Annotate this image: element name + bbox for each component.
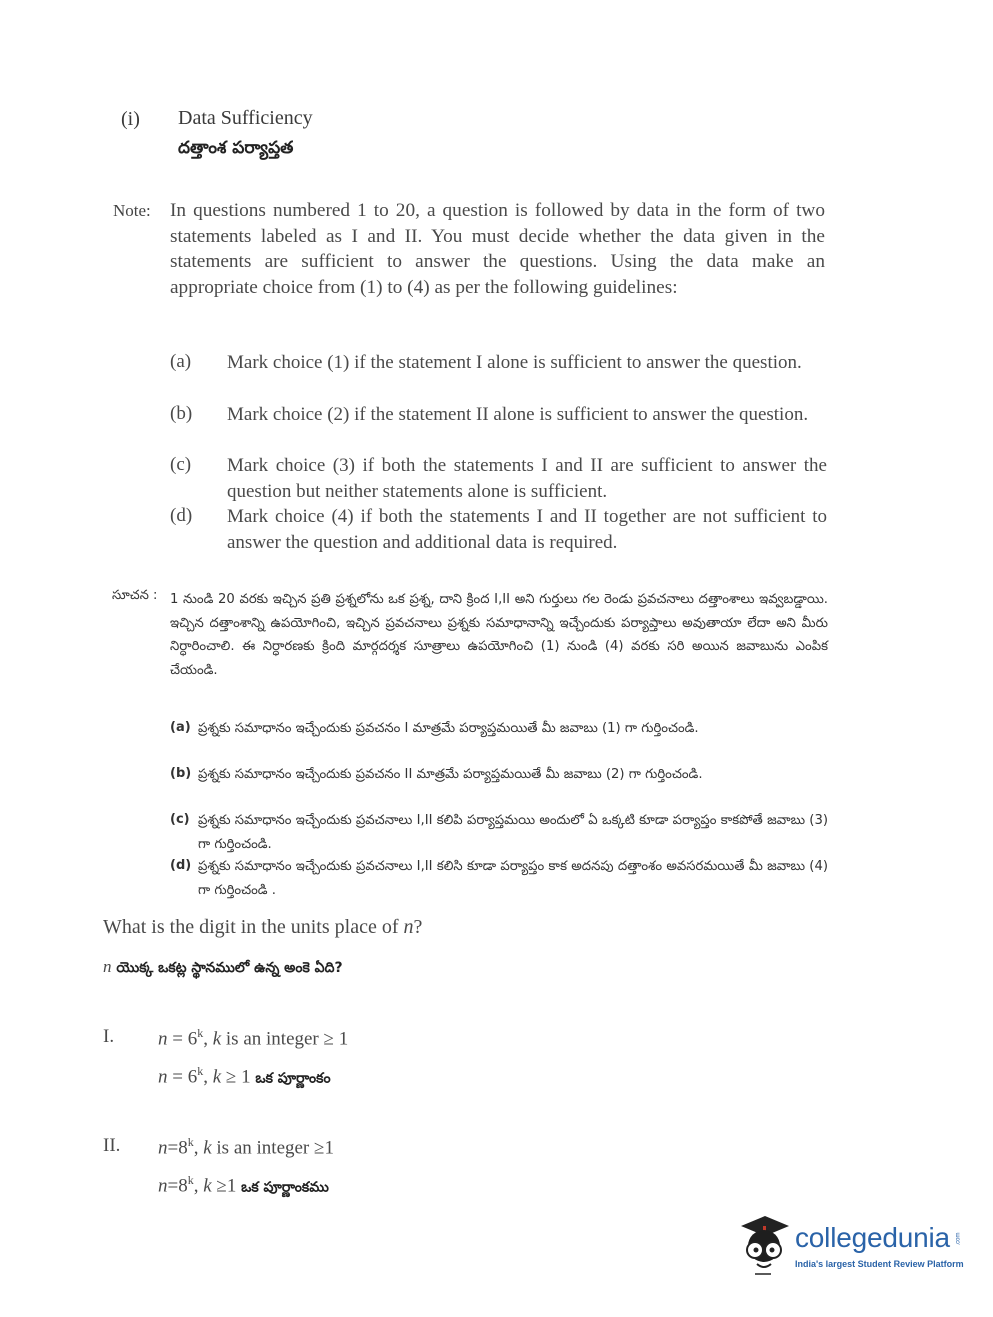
statement-2-lhs: n (158, 1137, 168, 1159)
note-label: Note: (113, 201, 151, 220)
statement-1-lhs: n (158, 1028, 168, 1050)
statement-1-te-word: ఒక పూర్ణాంకం (255, 1070, 331, 1087)
statement-2-telugu (158, 1173, 329, 1198)
statement-2-label: II. (103, 1135, 121, 1156)
option-te-a-text: ప్రశ్నకు సమాధానం ఇచ్చేందుకు ప్రవచనం I మాత్రమే పర్యాప్తమయితే మీ జవాబు (1) గా గుర్తించండి. (198, 721, 699, 736)
statement-1-k: k (212, 1028, 222, 1050)
option-te-b-letter: (b) (170, 766, 192, 781)
question-suffix: ? (413, 916, 423, 938)
question-prefix: What is the digit in the units place of (103, 916, 404, 938)
note-text: In questions numbered 1 to 20, a question is followed by data in the form of two statements labeled as I and II. You must decide whether the data given in the statements are sufficient to answer the questions. Using the data make an appropriate choice from (1) to (4) as per the following guidelines: (170, 200, 825, 298)
logo-tagline: India's largest Student Review Platform (795, 1259, 964, 1269)
statement-1-mid: , (203, 1028, 213, 1050)
option-d-letter: (d) (170, 505, 193, 526)
statement-2-rest: is an integer ≥1 (211, 1137, 334, 1159)
option-d-text: Mark choice (4) if both the statements I and II together are not sufficient to answer the question and additional data is required. (227, 506, 827, 553)
statement-2-eq: =8 (167, 1137, 188, 1159)
statement-1-telugu (158, 1064, 331, 1089)
note-te-label: సూచన : (112, 588, 158, 603)
question-te-text: యొక్క ఒకట్ల స్థానములో ఉన్న అంకె ఏది? (111, 960, 343, 976)
statement-2-te-exp: k (187, 1173, 194, 1187)
option-c-letter: (c) (170, 454, 192, 475)
option-te-b-text: ప్రశ్నకు సమాధానం ఇచ్చేందుకు ప్రవచనం II మాత్రమే పర్యాప్తమయితే మీ జవాబు (2) గా గుర్తించండి. (198, 767, 703, 782)
statement-2-te-k: k (203, 1175, 212, 1197)
section-number: (i) (121, 108, 140, 130)
statement-2-te-cond: ≥1 (211, 1175, 242, 1197)
statement-1-te-k: k (212, 1066, 222, 1088)
option-b-text: Mark choice (2) if the statement II alone is sufficient to answer the question. (227, 404, 809, 425)
statement-1-te-exp: k (197, 1064, 204, 1078)
statement-1-te-eq: = 6 (167, 1066, 198, 1088)
option-te-a-letter: (a) (170, 720, 191, 735)
note-te-text: 1 నుండి 20 వరకు ఇచ్చిన ప్రతి ప్రశ్నలోను ఒక ప్రశ్న, దాని క్రింద I,II అని గుర్తులు గల రెండు ప్రవచనాలు దత్తాంశాలు ఇవ్వబడ్డాయి. ఇచ్చిన దత్తాంశాన్ని ఉపయోగించి, ఇచ్చిన ప్రవచనాలు ప్రశ్నకు సమాధానాన్ని ఇచ్చేందుకు పర్యాప్తాలు అవుతాయా లేదా అని మీరు నిర్ధారించాలి. ఈ నిర్ధారణకు క్రింది మార్గదర్శక సూత్రాలు ఉపయోగించి (1) నుండి (4) వరకు సరి అయిన జవాబును ఎంపిక చేయండి. (170, 592, 828, 678)
statement-2-k: k (203, 1137, 212, 1159)
statement-2-mid: , (193, 1137, 204, 1159)
statement-2-te-lhs: n (158, 1175, 168, 1197)
logo-mascot-icon (735, 1212, 793, 1278)
statement-1-eq: = 6 (167, 1028, 198, 1050)
logo-domain: .com (955, 1232, 962, 1246)
statement-1-exp: k (197, 1026, 204, 1040)
statement-1-te-lhs: n (158, 1066, 168, 1088)
option-te-c-text: ప్రశ్నకు సమాధానం ఇచ్చేందుకు ప్రవచనాలు I,II కలిపి పర్యాప్తమయి అందులో ఏ ఒక్కటి కూడా పర్యాప్తం కాకపోతే జవాబు (3) గా గుర్తించండి. (198, 813, 828, 852)
statement-1-te-cond: ≥ 1 (221, 1066, 256, 1088)
statement-1-english (158, 1026, 348, 1050)
section-title-telugu: దత్తాంశ పర్యాప్తత (178, 138, 294, 158)
question-variable: n (403, 916, 414, 938)
question-telugu (103, 957, 343, 979)
logo-name: collegedunia (795, 1222, 950, 1253)
option-te-d-letter: (d) (170, 858, 192, 873)
option-te-d-text: ప్రశ్నకు సమాధానం ఇచ్చేందుకు ప్రవచనాలు I,II కలిసి కూడా పర్యాప్తం కాక అదనపు దత్తాంశం అవసరమయితే మీ జవాబు (4) గా గుర్తించండి . (198, 859, 828, 898)
statement-1-label: I. (103, 1026, 115, 1047)
option-a-text: Mark choice (1) if the statement I alone is sufficient to answer the question. (227, 352, 802, 373)
question-te-variable: n (103, 957, 112, 976)
statement-2-te-mid: , (193, 1175, 204, 1197)
statement-2-english (158, 1135, 334, 1159)
option-a-letter: (a) (170, 351, 192, 372)
statement-1-rest: is an integer ≥ 1 (221, 1028, 349, 1050)
question-english (103, 916, 422, 939)
statement-2-exp: k (187, 1135, 194, 1149)
section-title: Data Sufficiency (178, 107, 313, 129)
statement-1-te-mid: , (203, 1066, 213, 1088)
option-b-letter: (b) (170, 403, 193, 424)
statement-2-te-eq: =8 (167, 1175, 188, 1197)
statement-2-te-word: ఒక పూర్ణాంకము (241, 1179, 329, 1196)
option-c-text: Mark choice (3) if both the statements I and II are sufficient to answer the question but neither statements alone is sufficient. (227, 455, 827, 502)
option-te-c-letter: (c) (170, 812, 190, 827)
